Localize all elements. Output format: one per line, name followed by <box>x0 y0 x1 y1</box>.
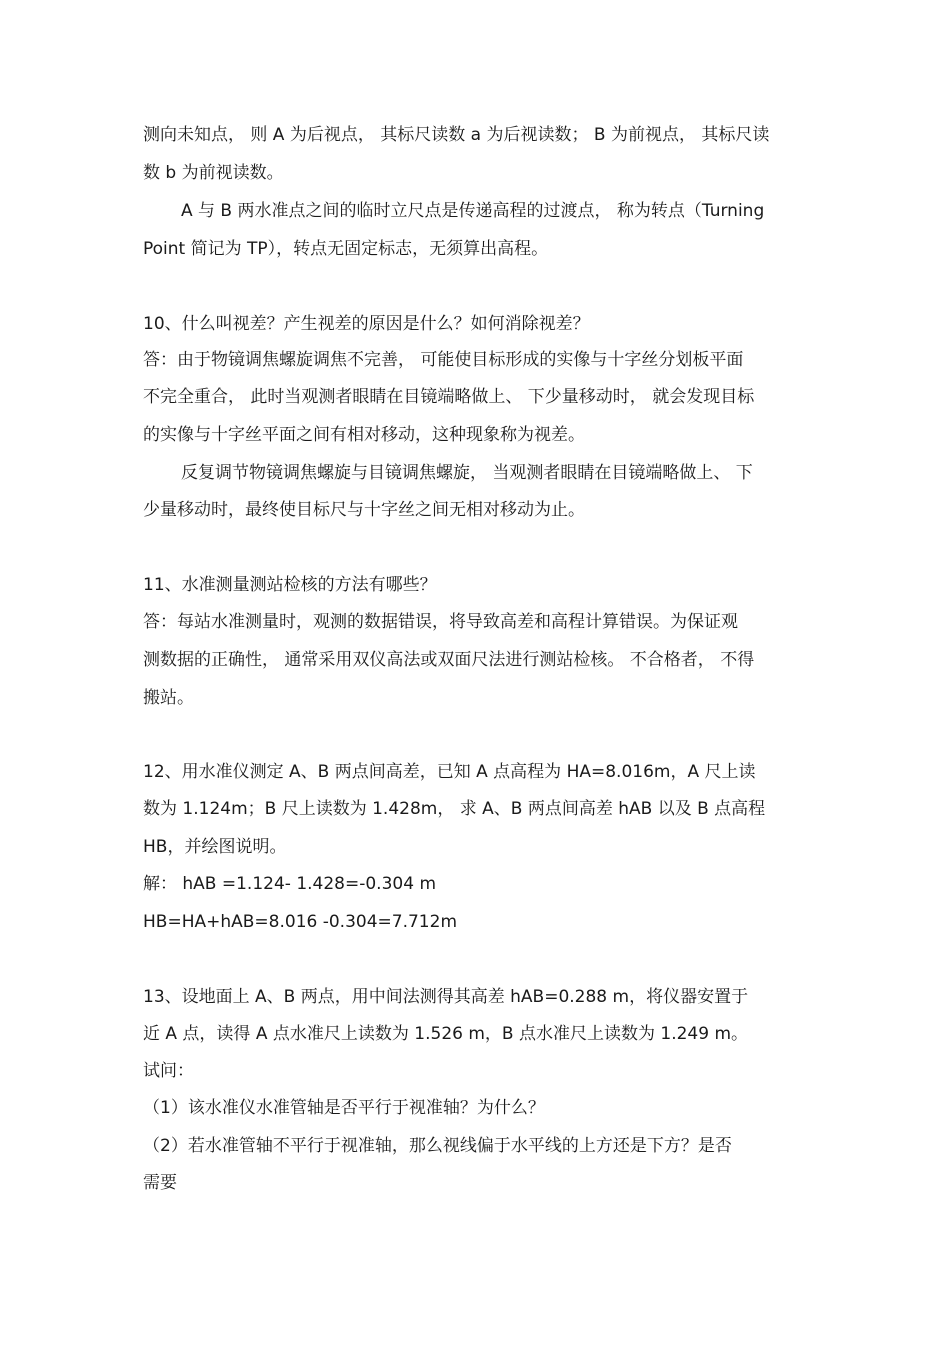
question-heading: 12、用水准仪测定 A、B 两点间高差，已知 A 点高程为 HA=8.016m，A 尺上读 <box>143 762 756 782</box>
paragraph-line: 答：每站水准测量时，观测的数据错误，将导致高差和高程计算错误。为保证观 <box>143 612 738 632</box>
paragraph-line: 搬站。 <box>143 688 194 708</box>
solution-line: 解： hAB =1.124- 1.428=-0.304 m <box>143 874 437 894</box>
paragraph-line: 测向未知点， 则 A 为后视点， 其标尺读数 a 为后视读数； B 为前视点， 其标尺读 <box>143 125 770 145</box>
solution-line: HB=HA+hAB=8.016 -0.304=7.712m <box>143 912 458 932</box>
paragraph-line: 需要 <box>143 1173 177 1193</box>
paragraph-line: 测数据的正确性， 通常采用双仪高法或双面尺法进行测站检核。 不合格者， 不得 <box>143 650 755 670</box>
question-heading: 13、设地面上 A、B 两点，用中间法测得其高差 hAB=0.288 m，将仪器安置于 <box>143 987 749 1007</box>
paragraph-line: 数 b 为前视读数。 <box>143 163 284 183</box>
paragraph-line: HB，并绘图说明。 <box>143 837 287 857</box>
paragraph-line: 近 A 点，读得 A 点水准尺上读数为 1.526 m，B 点水准尺上读数为 1.249 m。 <box>143 1024 749 1044</box>
sub-question: （2）若水准管轴不平行于视准轴，那么视线偏于水平线的上方还是下方？是否 <box>143 1136 732 1156</box>
paragraph-line: 的实像与十字丝平面之间有相对移动，这种现象称为视差。 <box>143 425 585 445</box>
sub-question: （1）该水准仪水准管轴是否平行于视准轴？为什么？ <box>143 1098 545 1118</box>
paragraph-line: 不完全重合， 此时当观测者眼睛在目镜端略做上、 下少量移动时， 就会发现目标 <box>143 387 755 407</box>
paragraph-line: A 与 B 两水准点之间的临时立尺点是传递高程的过渡点， 称为转点（Turning <box>181 201 765 221</box>
paragraph-line: 反复调节物镜调焦螺旋与目镜调焦螺旋， 当观测者眼睛在目镜端略做上、 下 <box>181 463 753 483</box>
paragraph-line: 少量移动时，最终使目标尺与十字丝之间无相对移动为止。 <box>143 500 585 520</box>
paragraph-line: 试问： <box>143 1061 194 1081</box>
paragraph-line: Point 简记为 TP），转点无固定标志，无须算出高程。 <box>143 239 549 259</box>
question-heading: 10、什么叫视差？产生视差的原因是什么？如何消除视差？ <box>143 314 590 334</box>
paragraph-line: 答：由于物镜调焦螺旋调焦不完善， 可能使目标形成的实像与十字丝分划板平面 <box>143 350 744 370</box>
paragraph-line: 数为 1.124m；B 尺上读数为 1.428m， 求 A、B 两点间高差 hAB 以及 B 点高程 <box>143 799 766 819</box>
question-heading: 11、水准测量测站检核的方法有哪些？ <box>143 575 437 595</box>
